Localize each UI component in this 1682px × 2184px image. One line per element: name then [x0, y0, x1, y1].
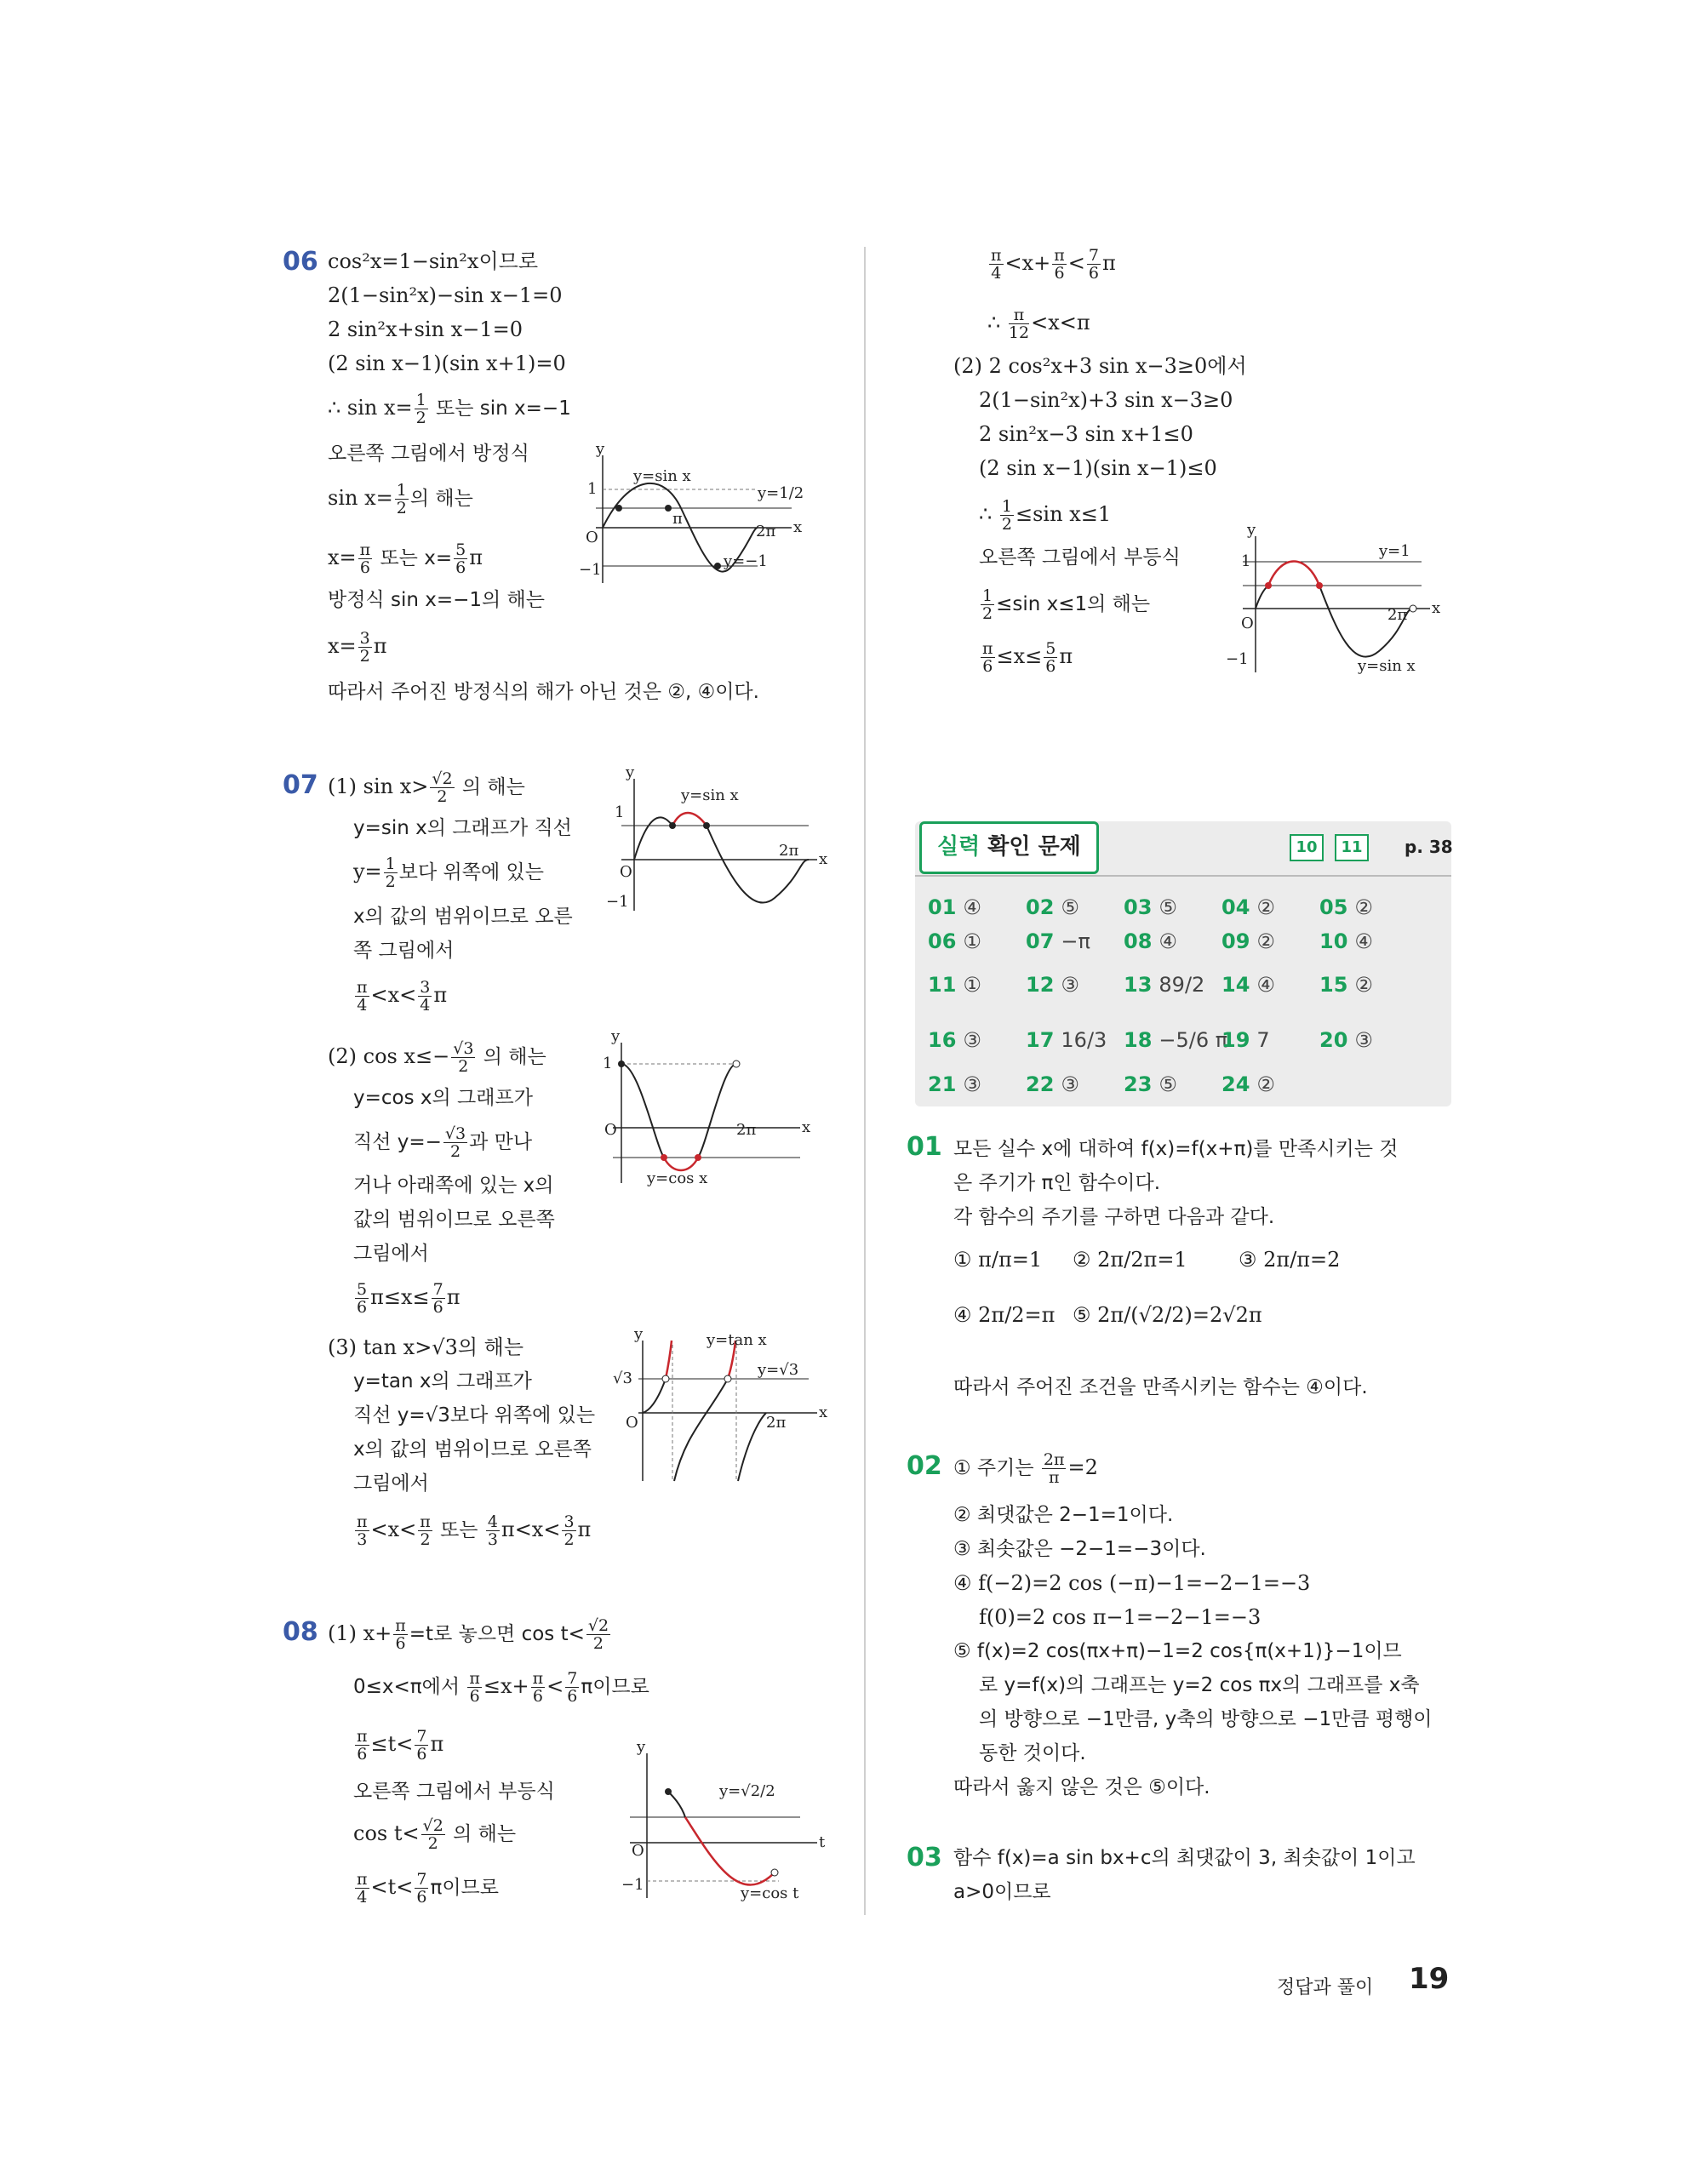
answer-item: 21 ③ [928, 1072, 981, 1096]
answer-item: 05 ② [1319, 895, 1373, 919]
svg-text:y=sin x: y=sin x [681, 786, 739, 804]
svg-text:y=√2/2: y=√2/2 [719, 1782, 775, 1800]
svg-text:2π: 2π [766, 1414, 787, 1432]
svg-text:x: x [802, 1118, 811, 1136]
svg-text:y=tan x: y=tan x [707, 1331, 767, 1349]
answer-item: 09 ② [1221, 929, 1275, 953]
line: 방정식 sin x=−1의 해는 [328, 589, 545, 611]
section-tag: 10 [1290, 834, 1324, 861]
answer-item: 22 ③ [1026, 1072, 1079, 1096]
section-tag: 11 [1335, 834, 1369, 861]
svg-text:−1: −1 [579, 561, 602, 579]
svg-text:y=sin x: y=sin x [633, 467, 691, 485]
svg-text:O: O [586, 529, 598, 546]
problem-number: 06 [283, 247, 318, 277]
line: (2 sin x−1)(sin x+1)=0 [328, 352, 566, 375]
svg-text:y: y [626, 763, 635, 781]
problem-number: 07 [283, 770, 318, 800]
answer-item: 11 ① [928, 973, 981, 997]
answer-item: 10 ④ [1319, 929, 1373, 953]
answer-item: 15 ② [1319, 973, 1373, 997]
line: 따라서 주어진 방정식의 해가 아닌 것은 ②, ④이다. [328, 681, 759, 703]
problem-number: 08 [283, 1617, 318, 1647]
line: sin x= $\frac{1}{2}$ 의 해는 [328, 481, 473, 517]
column-divider [864, 247, 866, 1915]
tangent-graph-07-3 [604, 1325, 834, 1485]
sine-graph-06 [562, 440, 826, 592]
svg-text:y=cos x: y=cos x [647, 1169, 708, 1187]
answer-item: 19 7 [1221, 1028, 1270, 1052]
answer-item: 16 ③ [928, 1028, 981, 1052]
svg-text:1: 1 [587, 480, 598, 498]
answer-item: 13 89/2 [1124, 973, 1205, 997]
answer-item: 18 −5/6 π [1124, 1028, 1228, 1052]
cosine-graph-07-2 [579, 1027, 834, 1187]
svg-text:1: 1 [1241, 552, 1251, 570]
sine-graph-07-1 [587, 763, 834, 915]
answer-item: 20 ③ [1319, 1028, 1373, 1052]
svg-text:O: O [626, 1414, 638, 1432]
line: 오른쪽 그림에서 방정식 [328, 443, 529, 465]
answer-item: 01 ④ [928, 895, 981, 919]
svg-text:O: O [632, 1842, 644, 1860]
answer-item: 24 ② [1221, 1072, 1275, 1096]
line: x= $\frac{\pi}{6}$ 또는 x= $\frac{5}{6}$ π [328, 540, 483, 577]
svg-text:−1: −1 [1226, 650, 1249, 668]
answer-item: 17 16/3 [1026, 1028, 1107, 1052]
svg-text:2π: 2π [779, 842, 799, 860]
svg-text:y=cos t: y=cos t [741, 1884, 799, 1902]
svg-text:y: y [1247, 521, 1256, 539]
svg-text:y=√3: y=√3 [758, 1361, 799, 1379]
svg-text:O: O [1241, 615, 1254, 632]
sine-graph-07-right [1209, 521, 1456, 677]
answer-item: 03 ⑤ [1124, 895, 1177, 919]
page-reference: p. 38 [1405, 837, 1453, 857]
line: cos²x=1−sin²x이므로 [328, 249, 539, 273]
svg-text:π: π [672, 510, 683, 528]
answer-item: 02 ⑤ [1026, 895, 1079, 919]
svg-text:O: O [604, 1121, 617, 1139]
practice-title: 실력 확인 문제 [919, 821, 1099, 874]
svg-text:2π: 2π [736, 1121, 757, 1139]
svg-text:−1: −1 [606, 893, 629, 911]
svg-text:y: y [596, 440, 605, 458]
footer-label: 정답과 풀이 [1277, 1977, 1374, 1998]
svg-text:1: 1 [615, 803, 625, 821]
svg-text:2π: 2π [756, 523, 776, 540]
svg-text:y: y [634, 1325, 644, 1343]
svg-text:x: x [1432, 599, 1441, 617]
line: x= $\frac{3}{2}$ π [328, 629, 387, 666]
svg-text:2π: 2π [1387, 606, 1408, 624]
svg-text:y=−1: y=−1 [724, 552, 768, 570]
answer-item: 04 ② [1221, 895, 1275, 919]
answer-item: 23 ⑤ [1124, 1072, 1177, 1096]
page-number: 19 [1409, 1962, 1450, 1996]
svg-text:x: x [819, 850, 828, 868]
answer-item: 07 −π [1026, 929, 1090, 953]
svg-text:x: x [819, 1404, 828, 1421]
svg-text:1: 1 [603, 1055, 613, 1072]
answer-item: 14 ④ [1221, 973, 1275, 997]
svg-text:y=sin x: y=sin x [1358, 657, 1416, 675]
answer-item: 08 ④ [1124, 929, 1177, 953]
svg-text:x: x [793, 518, 803, 536]
svg-text:−1: −1 [621, 1876, 644, 1894]
cosine-graph-08 [596, 1738, 834, 1902]
answer-item: 06 ① [928, 929, 981, 953]
svg-text:t: t [819, 1833, 826, 1851]
svg-text:O: O [620, 863, 632, 881]
line: 2 sin²x+sin x−1=0 [328, 317, 523, 341]
svg-text:y=1/2: y=1/2 [758, 484, 804, 502]
line: 2(1−sin²x)−sin x−1=0 [328, 283, 563, 307]
answer-item: 12 ③ [1026, 973, 1079, 997]
svg-text:y: y [637, 1738, 646, 1756]
svg-text:y: y [611, 1027, 621, 1045]
line: ∴ sin x= $\frac{1}{2}$ 또는 sin x=−1 [328, 391, 571, 427]
fraction: $\frac{1}{2}$ [415, 391, 426, 427]
svg-text:√3: √3 [613, 1369, 632, 1387]
svg-text:y=1: y=1 [1379, 542, 1410, 560]
